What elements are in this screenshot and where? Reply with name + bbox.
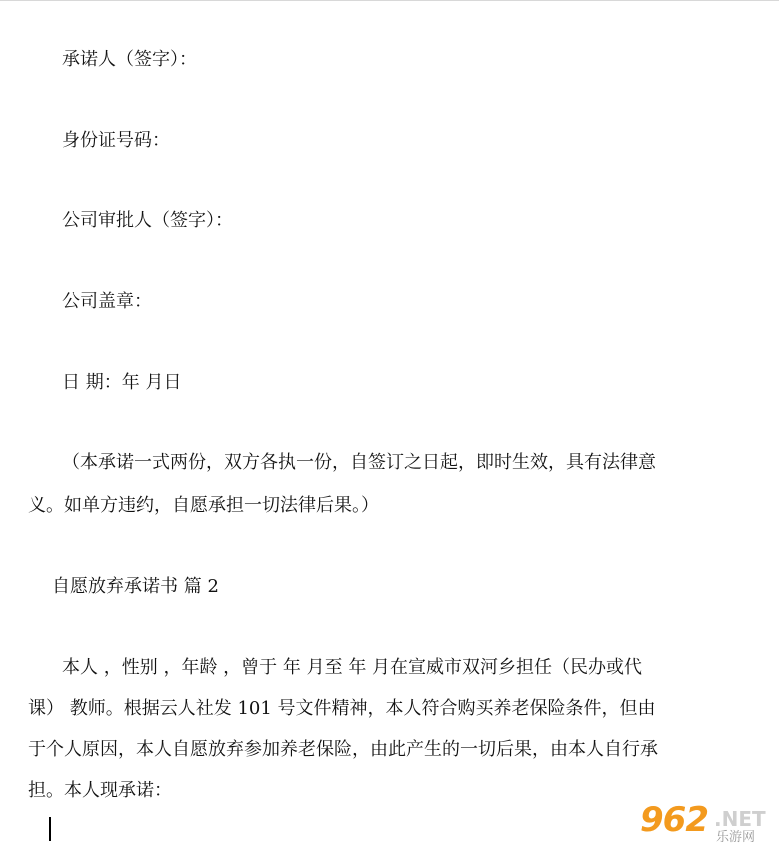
body-line-3: 于个人原因，本人自愿放弃参加养老保险，由此产生的一切后果，由本人自行承 <box>28 739 658 760</box>
text-cursor[interactable] <box>49 817 51 841</box>
id-number-line: 身份证号码： <box>62 130 170 151</box>
date-line: 日 期：年 月日 <box>62 372 182 393</box>
site-watermark <box>640 800 775 852</box>
body-line-4: 担。本人现承诺： <box>28 780 172 801</box>
note-line-1: （本承诺一式两份，双方各执一份，自签订之日起，即时生效，具有法律意 <box>62 452 656 473</box>
section-title: 自愿放弃承诺书 篇 2 <box>52 576 219 597</box>
seal-line: 公司盖章： <box>62 291 152 312</box>
watermark-suffix: .NET <box>714 807 766 831</box>
body-line-1: 本人 ，性别 ，年龄 ，曾于 年 月至 年 月在宣威市双河乡担任（民办或代 <box>62 657 643 678</box>
watermark-number: 962 <box>640 800 708 840</box>
signatory-line: 承诺人（签字）： <box>62 49 197 70</box>
approver-line: 公司审批人（签字）： <box>62 210 233 231</box>
watermark-caption: 乐游网 <box>716 830 756 845</box>
body-line-2: 课） 教师。根据云人社发 101 号文件精神，本人符合购买养老保险条件，但由 <box>28 698 656 719</box>
page-top-border <box>0 0 779 1</box>
note-line-2: 义。如单方违约，自愿承担一切法律后果。） <box>28 495 379 516</box>
